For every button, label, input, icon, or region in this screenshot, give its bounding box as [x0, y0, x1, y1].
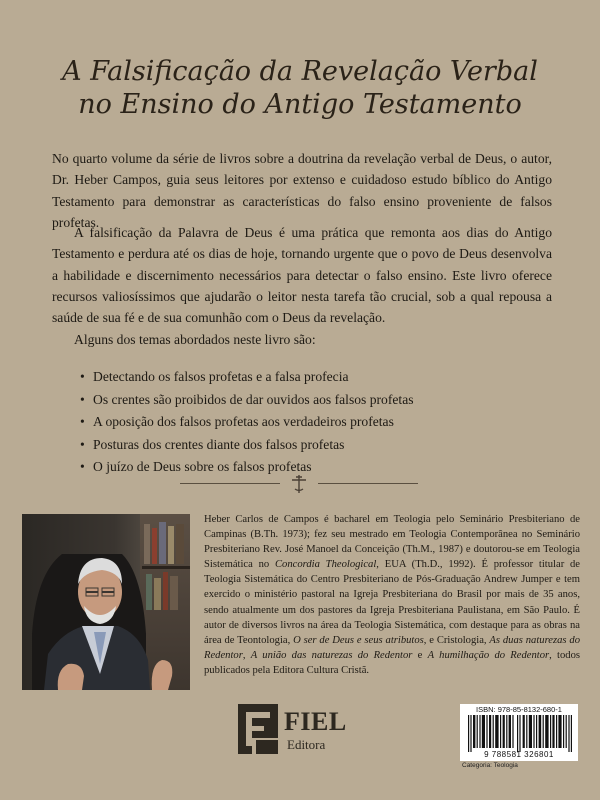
title-line-2: no Ensino do Antigo Testamento [78, 89, 522, 120]
bio-text: Heber Carlos de Campos é bacharel em Teologia pelo Seminário Presbiteriano de Campinas (B.Th. 1973); fez seu mestrado em Teologia Contemporânea no Seminário Presbiteriano Rev. José Manoel da Conceição (Th.M., 1987) e doutorou-se em Teologia Sistemática no [204, 514, 580, 571]
list-item: • O juízo de Deus sobre os falsos profetas [80, 456, 550, 479]
bio-institution: Concordia Theological [274, 559, 377, 571]
list-item: • Detectando os falsos profetas e a falsa profecia [80, 366, 550, 389]
description-paragraph: A falsificação da Palavra de Deus é uma prática que remonta aos dias do Antigo Testamento e perdura até os dias de hoje, tornando urgente que o povo de Deus desenvolva a habilidade e discernimento necessários para detectar o falso ensino. Este livro oferece recursos valiosíssimos que ajudarão o leitor nesta tarefa tão crucial, sob a qual repousa a saúde de sua fé e de sua comunhão com o Deus da revelação. [52, 225, 552, 326]
topics-intro: Alguns dos temas abordados neste livro são: [74, 332, 316, 347]
bio-book-title: A humilhação do Redentor [427, 649, 550, 661]
book-title [40, 55, 560, 121]
barcode-icon [466, 715, 574, 752]
title-line-1: A Falsificação da Revelação Verbal [62, 56, 538, 87]
publisher-name: FIEL [284, 707, 347, 736]
bio-text: , todos publicados pela Editora Cultura Cristã. [204, 649, 580, 676]
intro-paragraph: No quarto volume da série de livros sobre a doutrina da revelação verbal de Deus, o autor, Dr. Heber Campos, guia seus leitores por extenso e cuidadoso estudo bíblico do Antigo Testamento para demonstrar as características do falso ensino proveniente de falsos profetas. [52, 151, 552, 230]
bio-text: , [242, 649, 251, 661]
isbn-label: ISBN: 978-85-8132-680-1 [476, 705, 562, 714]
topics-list [80, 366, 550, 479]
list-item: • A oposição dos falsos profetas aos verdadeiros profetas [80, 411, 550, 434]
publisher-subtitle: Editora [287, 737, 326, 752]
bio-text: , e Cristologia, [423, 634, 490, 646]
barcode-number: 9 788581 326801 [484, 750, 554, 759]
list-item: • Posturas dos crentes diante dos falsos profetas [80, 434, 550, 457]
author-photo [22, 514, 190, 690]
cross-ornament-icon [288, 474, 310, 494]
divider-left [180, 483, 280, 484]
isbn-barcode [460, 704, 578, 761]
category-label: Categoria: Teologia [462, 762, 518, 769]
bio-book-title: As duas naturezas do Redentor [204, 634, 580, 661]
author-bio [204, 512, 580, 678]
bio-book-title: A união das naturezas do Redentor [250, 649, 413, 661]
list-item: • Os crentes são proibidos de dar ouvidos aos falsos profetas [80, 389, 550, 412]
bio-text: e [412, 649, 428, 661]
divider-right [318, 483, 418, 484]
bio-book-title: O ser de Deus e seus atributos [293, 634, 424, 646]
bio-text: , EUA (Th.D., 1992). É professor titular de Teologia Sistemática do Centro Presbiteriano de Pós-Graduação Andrew Jumper e tem exercido o ministério pastoral na Igreja Presbiteriana do Brasil por mais de 35 anos, sendo atualmente um dos pastores da Igreja Presbiteriana Paulistana, em São Paulo. É autor de diversos livros na área da Teologia Sistemática, com destaque para as obras na área de Teontologia, [204, 559, 580, 646]
